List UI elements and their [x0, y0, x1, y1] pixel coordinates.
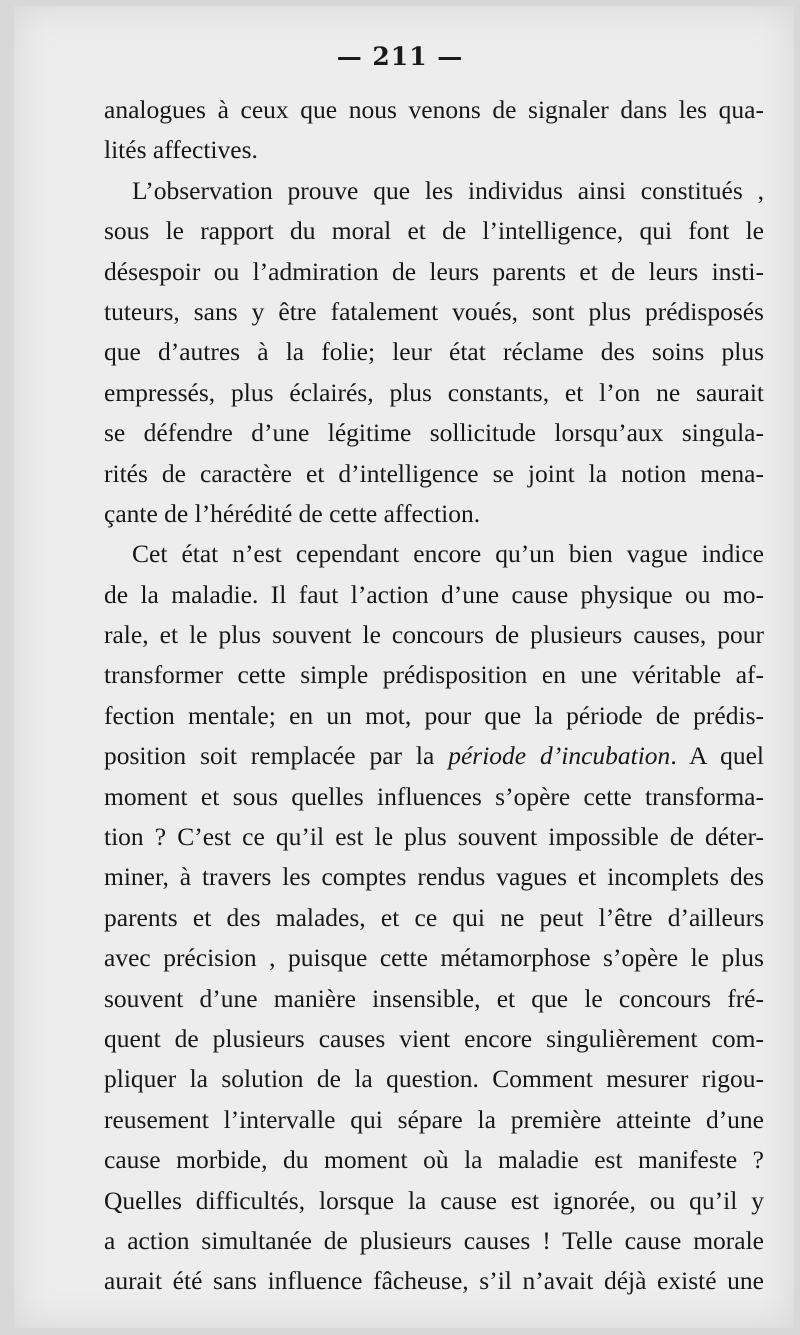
text-line: tion ? C’est ce qu’il est le plus souvent impossible de déter-	[104, 822, 764, 852]
text-line: lités affectives.	[104, 135, 258, 165]
text-line: aurait été sans influence fâcheuse, s’il n’avait déjà existé une	[104, 1266, 764, 1296]
text-line: cause morbide, du moment où la maladie est manifeste ?	[104, 1145, 764, 1175]
text-line: désespoir ou l’admiration de leurs parents et de leurs insti-	[104, 256, 764, 286]
text-line: miner, à travers les comptes rendus vagues et incomplets des	[104, 862, 764, 892]
text-line: pliquer la solution de la question. Comment mesurer rigou-	[104, 1064, 764, 1094]
text-line: rale, et le plus souvent le concours de plusieurs causes, pour	[104, 620, 764, 650]
text-line: reusement l’intervalle qui sépare la première atteinte d’une	[104, 1104, 764, 1134]
text-line	[104, 736, 764, 776]
text-line: tuteurs, sans y être fatalement voués, sont plus prédisposés	[104, 296, 764, 326]
text-line: çante de l’hérédité de cette affection.	[104, 498, 481, 528]
text-line: L’observation prouve que les individus ainsi constitués ,	[132, 175, 764, 205]
text-line: Quelles difficultés, lorsque la cause est ignorée, ou qu’il y	[104, 1185, 764, 1215]
page-number: — 211 —	[336, 42, 464, 71]
text-line: souvent d’une manière insensible, et que le concours fré-	[104, 983, 764, 1013]
text-segment: position soit remplacée par la	[104, 741, 449, 771]
italic-term: période d’incubation	[448, 741, 671, 771]
text-line: de la maladie. Il faut l’action d’une cause physique ou mo-	[104, 579, 764, 609]
text-line: que d’autres à la folie; leur état réclame des soins plus	[104, 337, 764, 367]
text-line: transformer cette simple prédisposition en une véritable af-	[104, 660, 764, 690]
text-line: quent de plusieurs causes vient encore singulièrement com-	[104, 1023, 764, 1053]
text-line: a action simultanée de plusieurs causes ! Telle cause morale	[104, 1225, 764, 1255]
text-line: rités de caractère et d’intelligence se joint la notion mena-	[104, 458, 764, 488]
text-line: analogues à ceux que nous venons de signaler dans les qua-	[104, 95, 764, 124]
text-line: empressés, plus éclairés, plus constants, et l’on ne saurait	[104, 377, 764, 407]
text-line: se défendre d’une légitime sollicitude lorsqu’aux singula-	[104, 418, 764, 448]
text-line: fection mentale; en un mot, pour que la période de prédis-	[104, 700, 764, 730]
text-line: moment et sous quelles influences s’opère cette transforma-	[104, 781, 764, 811]
text-segment: . A quel	[670, 741, 764, 771]
body-text	[104, 90, 764, 1302]
text-line: parents et des malades, et ce qui ne peut l’être d’ailleurs	[104, 902, 764, 932]
text-line: avec précision , puisque cette métamorphose s’opère le plus	[104, 943, 764, 973]
text-line: Cet état n’est cependant encore qu’un bien vague indice	[132, 539, 764, 569]
text-line: sous le rapport du moral et de l’intelligence, qui font le	[104, 216, 764, 246]
